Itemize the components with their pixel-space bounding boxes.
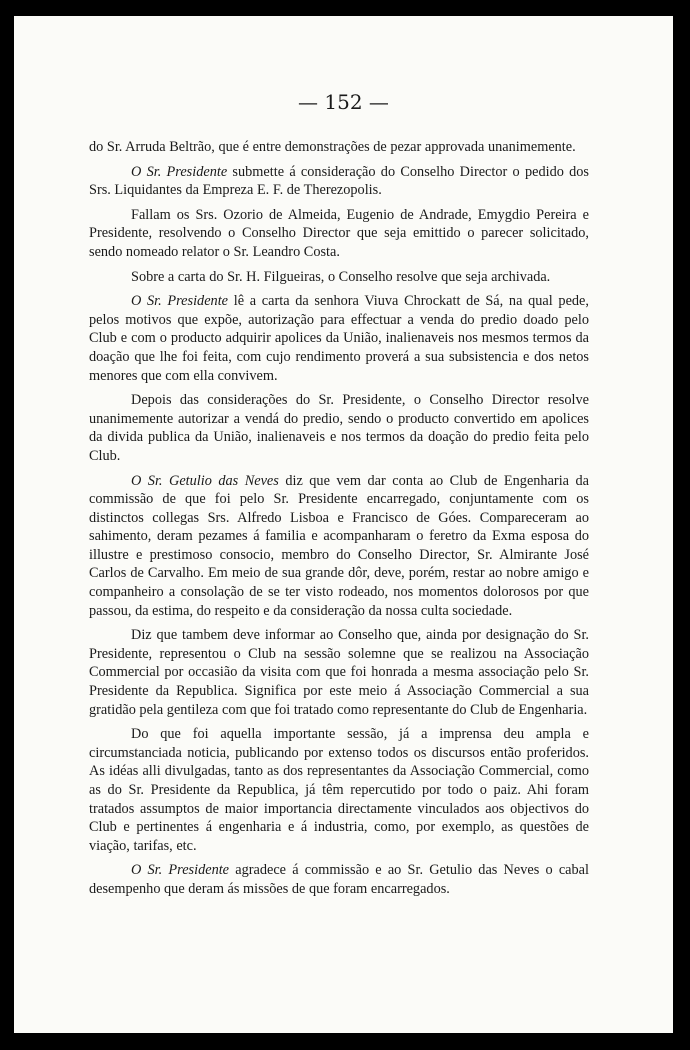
speaker-name: O Sr. Presidente [131, 862, 230, 879]
paragraph-2 [89, 163, 589, 200]
paragraph-7 [89, 472, 589, 621]
paragraph-text: Diz que tambem deve informar ao Conselho que, ainda por designação do Sr. Presidente, representou o Club na sessão solemne que se realizou na Associação Commercial por occasião da visita com que foi honrada a mesma associação pelo Sr. Presidente da Republica. Significa por este meio á Associação Commercial a sua gratidão pela gentileza com que foi tratado como representante do Club de Engenharia. [89, 627, 589, 718]
paragraph-text: submette á consideração do Conselho Director o pedido dos Srs. Liquidantes da Empreza E. F. de Therezopolis. [89, 163, 589, 199]
document-page [14, 16, 673, 1033]
paragraph-text: Fallam os Srs. Ozorio de Almeida, Eugenio de Andrade, Emygdio Pereira e Presidente, resolvendo o Conselho Director que seja emittido o parecer solicitado, sendo nomeado relator o Sr. Leandro Costa. [89, 206, 589, 260]
body-text [89, 138, 589, 905]
paragraph-text: Sobre a carta do Sr. H. Filgueiras, o Conselho resolve que seja archivada. [131, 268, 551, 285]
page-number: — 152 — [298, 90, 389, 114]
paragraph-10 [89, 861, 589, 898]
paragraph-4 [89, 268, 589, 287]
paragraph-8 [89, 626, 589, 719]
speaker-name: O Sr. Presidente [131, 163, 228, 180]
paragraph-text: lê a carta da senhora Viuva Chrockatt de Sá, na qual pede, pelos motivos que expõe, autorização para effectuar a venda do predio doado pelo Club e com o producto adquirir apolices da União, inalienaveis nos mesmos termos da doação que lhe foi feita, com cujo rendimento proverá a sua subsistencia e dos netos menores que com ella convivem. [89, 293, 589, 384]
paragraph-3 [89, 206, 589, 262]
paragraph-text: Depois das considerações do Sr. Presidente, o Conselho Director resolve unanimemente autorizar a vendá do predio, sendo o producto convertido em apolices da divida publica da União, inalienaveis e nos termos da doação do predio feita pelo Club. [89, 392, 589, 464]
paragraph-text: agradece á commissão e ao Sr. Getulio das Neves o cabal desempenho que deram ás missões de que foram encarregados. [89, 862, 589, 897]
paragraph-text: Do que foi aquella importante sessão, já a imprensa deu ampla e circumstanciada noticia, publicando por extenso todos os discursos então proferidos. As idéas alli divulgadas, tanto as dos representantes da Associação Commercial, como as do Sr. Presidente da Republica, já têm repercutido por todo o paiz. Ahi foram tratados assumptos de maior importancia directamente vinculados aos objectivos do Club e pertinentes á engenharia e á industria, como, por exemplo, as questões de viação, tarifas, etc. [89, 726, 589, 854]
speaker-name: O Sr. Getulio das Neves [131, 472, 279, 489]
paragraph-text: diz que vem dar conta ao Club de Engenharia da commissão de que foi pelo Sr. Presidente encarregado, conjuntamente com os distinctos collegas Srs. Alfredo Lisboa e Francisco de Góes. Compareceram ao sahimento, deram pezames á familia e acompanharam o feretro da Exma esposa do illustre e prestimoso consocio, membro do Conselho Director, Sr. Almirante José Carlos de Carvalho. Em meio de sua grande dôr, deve, porém, restar ao nobre amigo e companheiro a consolação de se ter visto rodeado, nos momentos dolorosos por que passou, da estima, do respeito e da consideração da nossa culta sociedade. [89, 472, 589, 619]
paragraph-6 [89, 391, 589, 465]
paragraph-1 [89, 138, 589, 157]
paragraph-5 [89, 292, 589, 385]
paragraph-9 [89, 725, 589, 855]
speaker-name: O Sr. Presidente [131, 293, 229, 310]
paragraph-text: do Sr. Arruda Beltrão, que é entre demonstrações de pezar approvada unanimemente. [89, 139, 576, 155]
